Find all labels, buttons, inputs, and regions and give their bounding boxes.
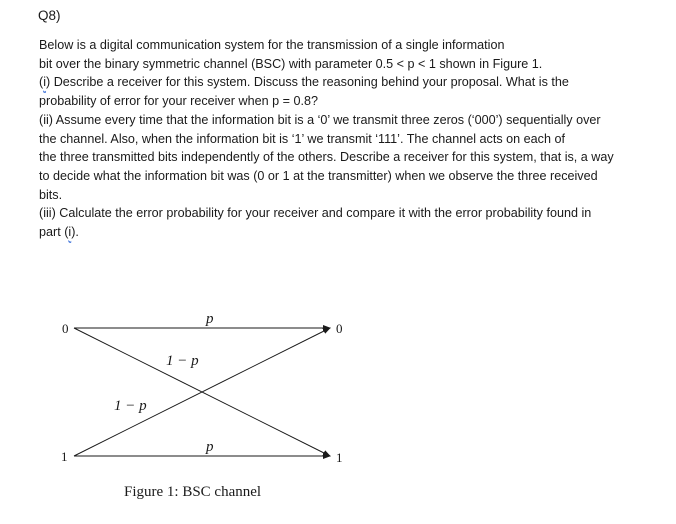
- label-top-straight: p: [206, 311, 214, 327]
- label-cross-down: 1 − p: [166, 353, 199, 369]
- question-line-10: (iii) Calculate the error probability for your receiver and compare it with the error probability found in: [39, 206, 592, 221]
- output-node-0: 0: [336, 321, 343, 336]
- label-bottom-straight: p: [206, 439, 214, 455]
- question-line-8: to decide what the information bit was (0 or 1 at the transmitter) when we observe the three received: [39, 168, 598, 183]
- question-line-7: the three transmitted bits independently of the others. Describe a receiver for this system, that is, a way: [39, 150, 614, 165]
- part-ref-suffix: ).: [71, 225, 79, 240]
- input-node-0: 0: [62, 321, 69, 336]
- part-i-open-paren: (: [39, 75, 44, 90]
- part-ref-text: part (: [39, 225, 69, 240]
- part-i-text: ) Describe a receiver for this system. Discuss the reasoning behind your proposal. What is the: [46, 75, 569, 90]
- question-line-1: Below is a digital communication system for the transmission of a single information: [39, 38, 505, 52]
- question-number: Q8): [38, 8, 61, 23]
- output-node-1: 1: [336, 450, 343, 465]
- label-cross-up: 1 − p: [114, 398, 147, 414]
- question-line-9: bits.: [39, 187, 63, 202]
- input-node-1: 1: [61, 449, 68, 464]
- part-ref-numeral: i: [68, 225, 72, 240]
- question-line-4: probability of error for your receiver when p = 0.8?: [39, 94, 318, 109]
- question-line-2: bit over the binary symmetric channel (BSC) with parameter 0.5 < p < 1 shown in Figure 1.: [39, 56, 543, 71]
- figure-caption: Figure 1: BSC channel: [124, 484, 262, 500]
- question-line-6: the channel. Also, when the information bit is ‘1’ we transmit ‘111’. The channel acts on each of: [39, 131, 565, 146]
- question-line-5: (ii) Assume every time that the information bit is a ‘0’ we transmit three zeros (‘000’) sequentially over: [39, 112, 601, 127]
- part-i-numeral: i: [43, 75, 47, 90]
